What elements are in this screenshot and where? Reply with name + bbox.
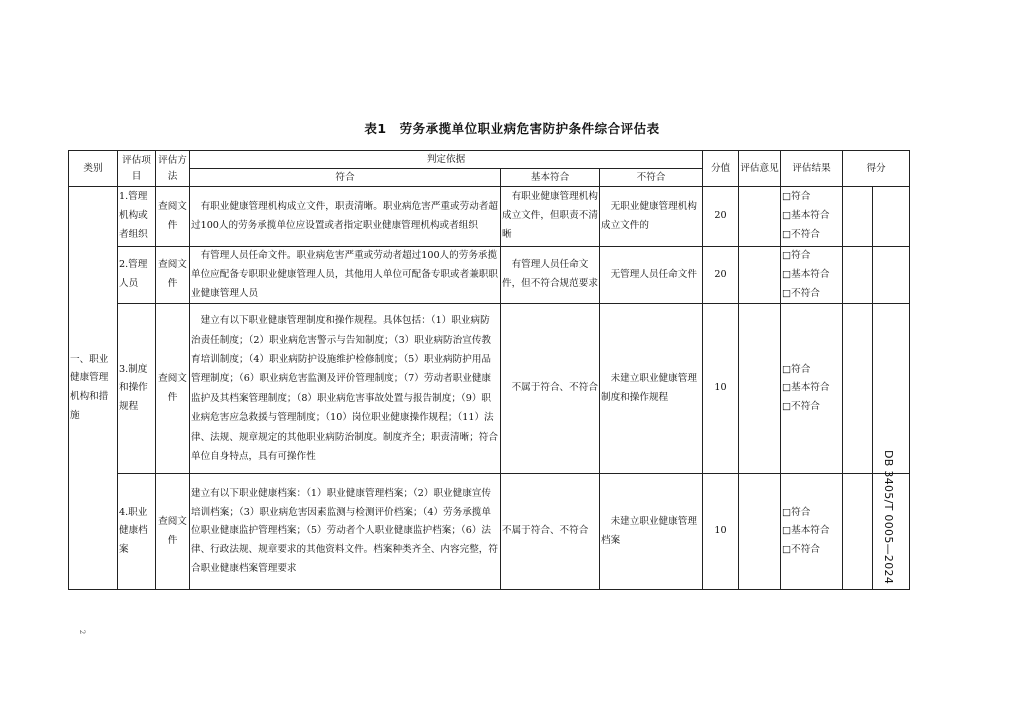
nonconform-cell: 未建立职业健康管理档案 xyxy=(600,474,703,590)
method-cell: 查阅文件 xyxy=(156,247,190,304)
score-cell: 10 xyxy=(703,304,739,474)
score-cell: 20 xyxy=(703,187,739,247)
assessment-table xyxy=(68,150,910,590)
header-method: 评估方法 xyxy=(156,151,190,187)
result-option-nonconform[interactable]: □不符合 xyxy=(782,287,820,299)
nonconform-cell: 无管理人员任命文件 xyxy=(600,247,703,304)
header-opinion: 评估意见 xyxy=(739,151,781,187)
result-option-conform[interactable]: □符合 xyxy=(782,506,811,518)
opinion-cell[interactable] xyxy=(739,187,781,247)
table-row xyxy=(69,304,910,474)
header-nonconform: 不符合 xyxy=(600,169,703,187)
opinion-cell[interactable] xyxy=(739,304,781,474)
nonconform-cell: 未建立职业健康管理制度和操作规程 xyxy=(600,304,703,474)
page-number: 2 xyxy=(78,629,87,635)
basic-cell: 有管理人员任命文件，但不符合规范要求 xyxy=(501,247,600,304)
result-option-conform[interactable]: □符合 xyxy=(782,250,811,261)
blank-cell xyxy=(873,187,910,247)
header-conform: 符合 xyxy=(190,169,501,187)
points-cell[interactable] xyxy=(843,474,873,590)
table-title: 表1 劳务承揽单位职业病危害防护条件综合评估表 xyxy=(364,121,660,136)
basic-cell: 有职业健康管理机构成立文件，但职责不清晰 xyxy=(501,187,600,247)
basic-cell: 不属于符合、不符合 xyxy=(501,304,600,474)
score-cell: 20 xyxy=(703,247,739,304)
blank-cell xyxy=(873,247,910,304)
document-id: DB 3405/T 0005—2024 xyxy=(882,450,895,585)
score-cell: 10 xyxy=(703,474,739,590)
header-result: 评估结果 xyxy=(781,151,843,187)
points-cell[interactable] xyxy=(843,304,873,474)
points-cell[interactable] xyxy=(843,187,873,247)
table-row xyxy=(69,474,910,590)
points-cell[interactable] xyxy=(843,247,873,304)
nonconform-cell: 无职业健康管理机构成立文件的 xyxy=(600,187,703,247)
header-basic: 基本符合 xyxy=(501,169,600,187)
table-row xyxy=(69,247,910,304)
item-cell: 3.制度和操作规程 xyxy=(118,304,156,474)
result-option-nonconform[interactable]: □不符合 xyxy=(782,401,820,413)
table-row xyxy=(69,187,910,247)
opinion-cell[interactable] xyxy=(739,474,781,590)
conform-cell: 有职业健康管理机构成立文件，职责清晰。职业病危害严重或劳动者超过100人的劳务承揽单位应设置或者指定职业健康管理机构或者组织 xyxy=(190,187,501,247)
result-option-basic[interactable]: □基本符合 xyxy=(782,382,830,394)
result-option-basic[interactable]: □基本符合 xyxy=(782,268,830,280)
result-cell[interactable] xyxy=(781,247,843,304)
conform-cell: 有管理人员任命文件。职业病危害严重或劳动者超过100人的劳务承揽单位应配备专职职业健康管理人员，其他用人单位可配备专职或者兼职职业健康管理人员 xyxy=(190,247,501,304)
result-option-nonconform[interactable]: □不符合 xyxy=(782,544,820,556)
result-cell[interactable] xyxy=(781,187,843,247)
method-cell: 查阅文件 xyxy=(156,187,190,247)
blank-cell xyxy=(873,304,910,474)
header-score: 分值 xyxy=(703,151,739,187)
result-cell[interactable] xyxy=(781,474,843,590)
category-cell: 一、职业健康管理机构和措施 xyxy=(69,187,118,590)
result-option-basic[interactable]: □基本符合 xyxy=(782,525,830,537)
conform-cell: 建立有以下职业健康档案：（1）职业健康管理档案；（2）职业健康宣传培训档案；（3）职业病危害因素监测与检测评价档案；（4）劳务承揽单位职业健康监护管理档案；（5）劳动者个人职业健康监护档案；（6）法律、行政法规、规章要求的其他资料文件。档案种类齐全、内容完整，符合职业健康档案管理要求 xyxy=(190,474,501,590)
header-basis: 判定依据 xyxy=(190,151,703,169)
method-cell: 查阅文件 xyxy=(156,304,190,474)
header-points: 得分 xyxy=(843,151,910,187)
result-cell[interactable] xyxy=(781,304,843,474)
item-cell: 2.管理人员 xyxy=(118,247,156,304)
header-category: 类别 xyxy=(69,151,118,187)
opinion-cell[interactable] xyxy=(739,247,781,304)
result-option-nonconform[interactable]: □不符合 xyxy=(782,228,820,240)
result-option-conform[interactable]: □符合 xyxy=(782,191,811,203)
conform-cell: 建立有以下职业健康管理制度和操作规程。具体包括：（1）职业病防治责任制度；（2）职业病危害警示与告知制度；（3）职业病防治宣传教育培训制度；（4）职业病防护设施维护检修制度；（5）职业病防护用品管理制度；（6）职业病危害监测及评价管理制度；（7）劳动者职业健康监护及其档案管理制度；（8）职业病危害事故处置与报告制度；（9）职业病危害应急救援与管理制度；（10）岗位职业健康操作规程；（11）法律、法规、规章规定的其他职业病防治制度。制度齐全；职责清晰；符合单位自身特点，具有可操作性 xyxy=(190,304,501,474)
item-cell: 1.管理机构或者组织 xyxy=(118,187,156,247)
result-option-basic[interactable]: □基本符合 xyxy=(782,210,830,222)
basic-cell: 不属于符合、不符合 xyxy=(501,474,600,590)
method-cell: 查阅文件 xyxy=(156,474,190,590)
header-item: 评估项目 xyxy=(118,151,156,187)
item-cell: 4.职业健康档案 xyxy=(118,474,156,590)
result-option-conform[interactable]: □符合 xyxy=(782,363,811,375)
